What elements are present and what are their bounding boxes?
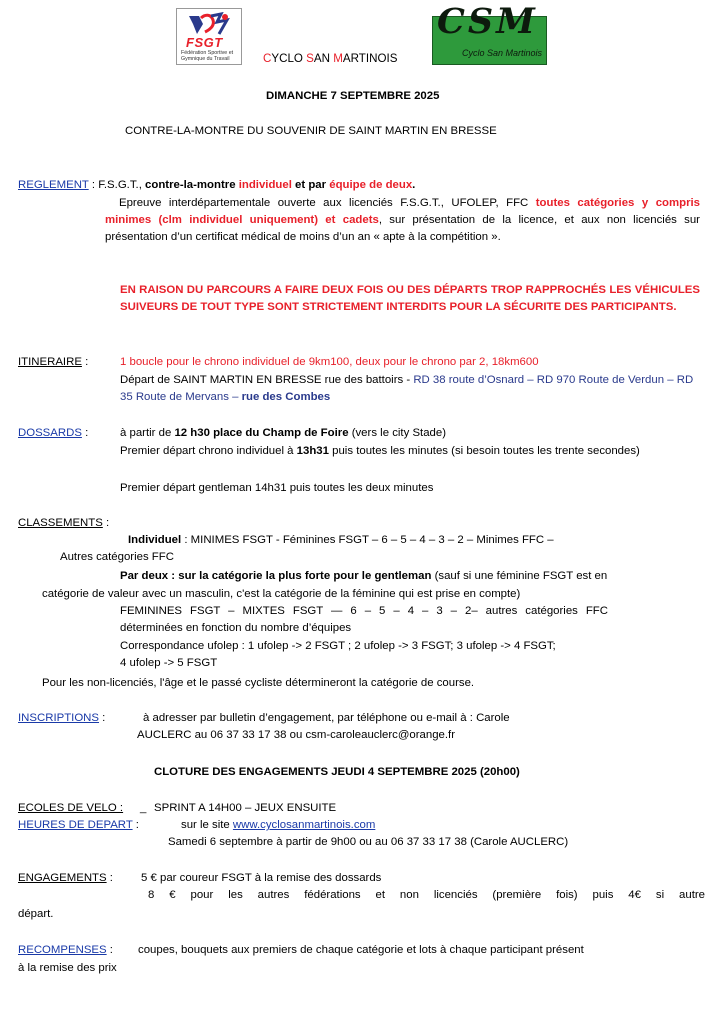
dossards-label: DOSSARDS <box>18 427 82 439</box>
heures-site-line: sur le site www.cyclosanmartinois.com <box>181 819 376 831</box>
dossards-line2: Premier départ chrono individuel à 13h31 puis toutes les minutes (si besoin toutes les trente secondes) <box>120 445 640 457</box>
classements-individuel: Individuel : MINIMES FSGT - Féminines FSGT – 6 – 5 – 4 – 3 – 2 – Minimes FFC – <box>128 534 554 546</box>
itineraire-heading: ITINERAIRE : <box>18 356 89 368</box>
ecoles-text: SPRINT A 14H00 – JEUX ENSUITE <box>154 802 337 814</box>
dossards-line1: à partir de 12 h30 place du Champ de Foire (vers le city Stade) <box>120 427 447 439</box>
fsgt-logo <box>176 8 242 65</box>
inscriptions-label: INSCRIPTIONS <box>18 712 100 724</box>
fsgt-logo-subtitle: Fédération Sportive et Gymnique du Travail <box>181 50 234 63</box>
recompenses-line1: coupes, bouquets aux premiers de chaque catégorie et lots à chaque participant présent <box>138 944 584 956</box>
engagements-line2: 8 € pour les autres fédérations et non licenciés (première fois) puis 4€ si autre <box>148 889 705 901</box>
dossards-heading: DOSSARDS : <box>18 427 89 439</box>
csm-logo-name: CSM <box>437 1 538 42</box>
inscriptions-heading: INSCRIPTIONS : <box>18 712 106 724</box>
csm-logo <box>432 1 547 65</box>
inscriptions-line1: à adresser par bulletin d’engagement, par téléphone ou e-mail à : Carole <box>143 712 510 724</box>
reglement-text: Epreuve interdépartementale ouverte aux licenciés F.S.G.T., UFOLEP, FFC toutes catégories y compris minimes (clm individuel uniquement) et cadets, sur présentation de la licence, et aux non licenciés sur présentation d’un certificat médical de moins d’un an « apte à la compétition ». <box>105 197 701 243</box>
heures-heading: HEURES DE DEPART : <box>18 819 139 831</box>
ecoles-label: ECOLES DE VELO : <box>18 802 124 814</box>
classements-correspondance: Correspondance ufolep : 1 ufolep -> 2 FSGT ; 2 ufolep -> 3 FSGT; 3 ufolep -> 4 FSGT; <box>120 640 556 652</box>
itineraire-loop: 1 boucle pour le chrono individuel de 9km100, deux pour le chrono par 2, 18km600 <box>120 356 539 368</box>
classements-heading: CLASSEMENTS : <box>18 517 110 529</box>
classements-par-deux-cont: catégorie de valeur avec un masculin, c'est la catégorie de la féminine qui est prise en compte) <box>42 588 521 600</box>
website-link[interactable]: www.cyclosanmartinois.com <box>232 819 376 831</box>
engagements-heading: ENGAGEMENTS : <box>18 872 113 884</box>
classements-correspondance-cont: 4 ufolep -> 5 FSGT <box>120 657 218 669</box>
reglement-label: REGLEMENT <box>18 179 89 191</box>
ecoles-dash: _ <box>140 802 147 814</box>
engagements-label: ENGAGEMENTS <box>18 872 107 884</box>
classements-feminines: FEMININES FSGT – MIXTES FSGT — 6 – 5 – 4 – 3 – 2– autres catégories FFC <box>120 605 608 617</box>
event-title: CONTRE-LA-MONTRE DU SOUVENIR DE SAINT MARTIN EN BRESSE <box>125 125 497 137</box>
recompenses-heading: RECOMPENSES : <box>18 944 113 956</box>
itineraire-label: ITINERAIRE <box>18 356 82 368</box>
recompenses-line2: à la remise des prix <box>18 962 117 974</box>
inscriptions-line2: AUCLERC au 06 37 33 17 38 ou csm-caroleauclerc@orange.fr <box>137 729 456 741</box>
engagements-line1: 5 € par coureur FSGT à la remise des dossards <box>141 872 382 884</box>
classements-non-licencies: Pour les non-licenciés, l'âge et le passé cycliste détermineront la catégorie de course. <box>42 677 475 689</box>
event-date: DIMANCHE 7 SEPTEMBRE 2025 <box>266 90 440 102</box>
classements-par-deux: Par deux : sur la catégorie la plus forte pour le gentleman (sauf si une féminine FSGT est en <box>120 570 608 582</box>
recompenses-label: RECOMPENSES <box>18 944 107 956</box>
cloture-notice: CLOTURE DES ENGAGEMENTS JEUDI 4 SEPTEMBRE 2025 (20h00) <box>154 766 520 778</box>
engagements-line3: départ. <box>18 908 54 920</box>
classements-label: CLASSEMENTS <box>18 517 103 529</box>
dossards-line3: Premier départ gentleman 14h31 puis toutes les deux minutes <box>120 482 434 494</box>
heures-line2: Samedi 6 septembre à partir de 9h00 ou au 06 37 33 17 38 (Carole AUCLERC) <box>168 836 569 848</box>
reglement-line: REGLEMENT : F.S.G.T., contre-la-montre individuel et par équipe de deux. <box>18 179 416 191</box>
fsgt-logo-name: FSGT <box>186 35 223 50</box>
ecoles-heading <box>18 800 123 817</box>
classements-feminines-cont: déterminées en fonction du nombre d’équipes <box>120 622 352 634</box>
heures-label: HEURES DE DEPART <box>18 819 133 831</box>
reglement-warning: EN RAISON DU PARCOURS A FAIRE DEUX FOIS OU DES DÉPARTS TROP RAPPROCHÉS LES VÉHICULES SUIVEURS DE TOUT TYPE SONT STRICTEMENT INTERDITS POUR LA SÉCURITE DES PARTICIPANTS. <box>120 284 700 313</box>
club-name: CYCLO SAN MARTINOIS <box>263 52 398 65</box>
csm-logo-subtitle: Cyclo San Martinois <box>461 48 542 59</box>
classements-individuel-cont: Autres catégories FFC <box>60 551 174 563</box>
itineraire-route: Départ de SAINT MARTIN EN BRESSE rue des battoirs - RD 38 route d’Osnard – RD 970 Route de Verdun – RD 35 Route de Mervans – rue des Combes <box>120 374 694 403</box>
